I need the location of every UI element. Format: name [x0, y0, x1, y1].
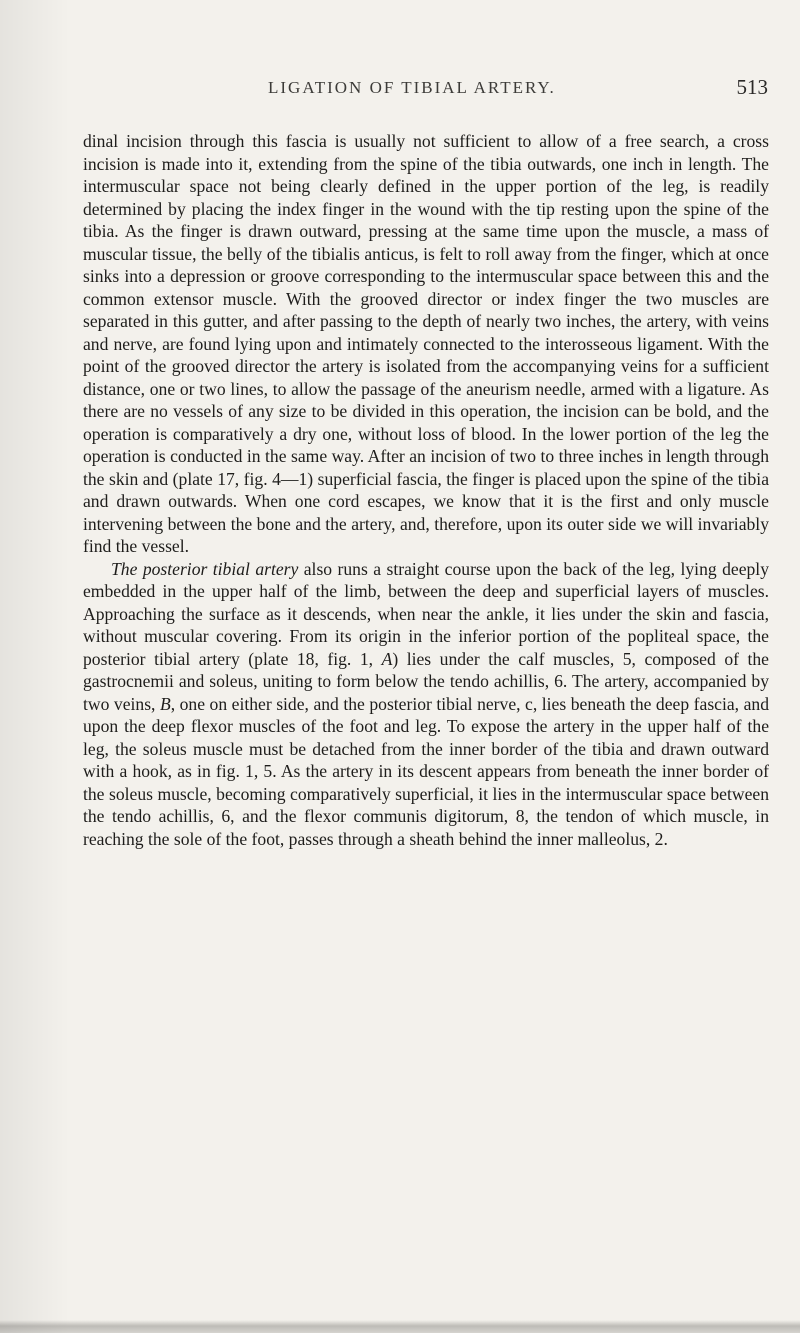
body-text	[83, 130, 769, 850]
page-number: 513	[736, 75, 768, 99]
running-title: LIGATION OF TIBIAL ARTERY.	[268, 78, 556, 97]
paragraph-1: dinal incision through this fascia is usually not sufficient to allow of a free search, a cross incision is made into it, extending from the spine of the tibia outwards, one inch in length. The intermuscular space not being clearly defined in the upper portion of the leg, is readily determined by placing the index finger in the wound with the tip resting upon the spine of the tibia. As the finger is drawn outward, pressing at the same time upon the muscle, a mass of muscular tissue, the belly of the tibialis anticus, is felt to roll away from the finger, which at once sinks into a depression or groove corresponding to the intermuscular space between this and the common extensor muscle. With the grooved director or index finger the two muscles are separated in this gutter, and after passing to the depth of nearly two inches, the artery, with veins and nerve, are found lying upon and intimately connected to the interosseous ligament. With the point of the grooved director the artery is isolated from the accompanying veins for a sufficient distance, one or two lines, to allow the passage of the aneurism needle, armed with a ligature. As there are no vessels of any size to be divided in this operation, the incision can be bold, and the operation is comparatively a dry one, without loss of blood. In the lower portion of the leg the operation is conducted in the same way. After an incision of two to three inches in length through the skin and (plate 17, fig. 4—1) superficial fascia, the finger is placed upon the spine of the tibia and drawn outwards. When one cord escapes, we know that it is the first and only muscle intervening between the bone and the artery, and, therefore, upon its outer side we will invariably find the vessel.	[83, 131, 769, 556]
paragraph-2	[83, 558, 769, 851]
paragraph-2-text-part-3: , one on either side, and the posterior tibial nerve, c, lies beneath the deep fascia, and upon the deep flexor muscles of the foot and leg. To expose the artery in the upper half of the leg, the soleus muscle must be detached from the inner border of the tibia and drawn outward with a hook, as in fig. 1, 5. As the artery in its descent appears from beneath the inner border of the soleus muscle, becoming comparatively superficial, it lies in the intermuscular space between the tendo achillis, 6, and the flexor communis digitorum, 8, the tendon of which muscle, in reaching the sole of the foot, passes through a sheath behind the inner malleolus, 2.	[83, 693, 769, 849]
figure-label-b: B	[159, 693, 171, 714]
page-bottom-edge	[0, 1320, 800, 1333]
paragraph-2-text-part-1: also runs a straight course upon the back of the leg, lying deeply embedded in the upper half of the limb, between the deep and superficial layers of muscles. Approaching the surface as it descends, when near the ankle, it lies under the skin and fascia, without muscular covering. From its origin in the inferior portion of the popliteal space, the posterior tibial artery (plate 18, fig. 1,	[83, 558, 769, 669]
running-head	[0, 75, 768, 108]
paragraph-2-text-part-2: ) lies under the calf muscles, 5, composed of the gastrocnemii and soleus, uniting to form below the tendo achillis, 6. The artery, accompanied by two veins,	[83, 648, 769, 714]
spine-shadow	[0, 0, 70, 1333]
figure-label-a: A	[381, 648, 393, 669]
paragraph-2-lead-italic: The posterior tibial artery	[111, 558, 299, 579]
